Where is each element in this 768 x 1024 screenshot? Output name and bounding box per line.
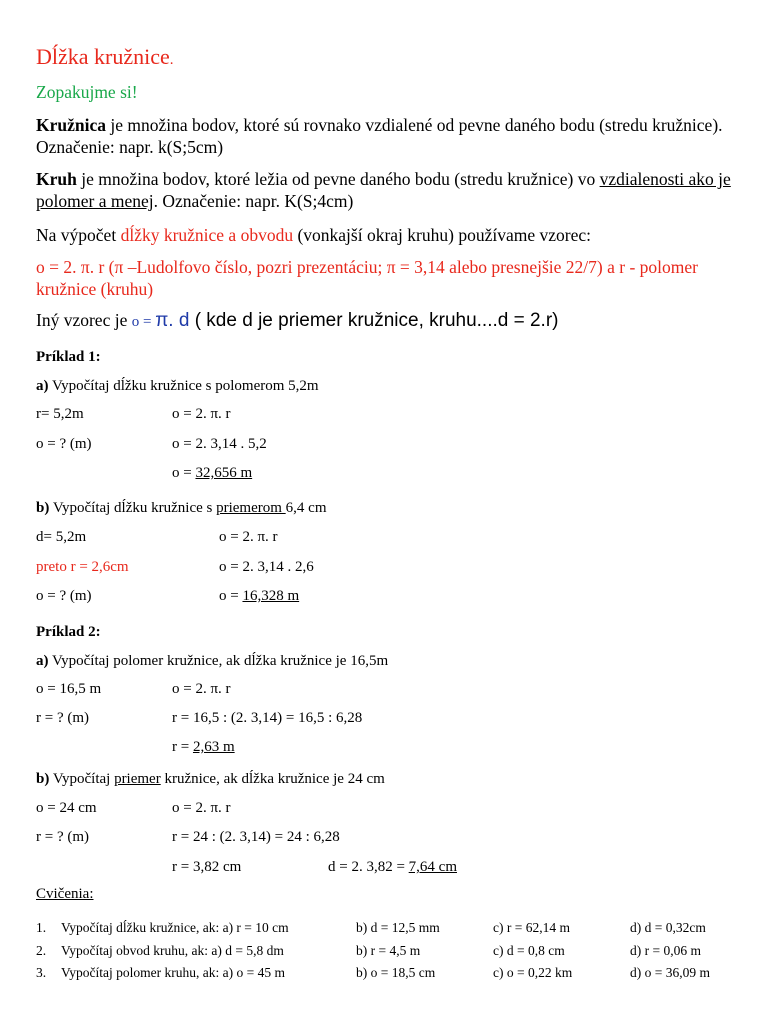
- example-1b-substitution: o = 2. 3,14 . 2,6: [219, 559, 314, 575]
- formula-intro: Na výpočet dĺžky kružnice a obvodu (vonkajší okraj kruhu) používame vzorec:: [36, 225, 591, 245]
- definition-kruznica: Kružnica je množina bodov, ktoré sú rovnako vzdialené od pevne daného bodu (stredu kružnice). Označenie: napr. k(S;5cm): [36, 115, 723, 157]
- exercises-heading: Cvičenia:: [36, 886, 94, 902]
- exercise-part-b: b) o = 18,5 cm: [356, 965, 436, 980]
- example-1a-unknown: o = ? (m): [36, 436, 92, 452]
- exercise-part-c: c) r = 62,14 m: [493, 920, 570, 935]
- exercise-row: [36, 920, 756, 940]
- exercise-task: Vypočítaj obvod kruhu, ak: a) d = 5,8 dm: [61, 943, 284, 958]
- example-2b-given-o: o = 24 cm: [36, 800, 97, 816]
- exercise-row: [36, 943, 756, 963]
- exercise-part-c: c) d = 0,8 cm: [493, 943, 565, 958]
- example-2a-unknown: r = ? (m): [36, 710, 90, 726]
- example-2-heading: Príklad 2:: [36, 624, 101, 640]
- formula-circumference: o = 2. π. r (π –Ludolfovo číslo, pozri prezentáciu; π = 3,14 alebo presnejšie 22/7) a r - polomer kružnice (kruhu): [36, 257, 698, 299]
- example-2a-calculation: r = 16,5 : (2. 3,14) = 16,5 : 6,28: [172, 710, 363, 726]
- example-1a-result: o = 32,656 m: [172, 465, 253, 481]
- subtitle: Zopakujme si!: [36, 82, 138, 102]
- example-2b-radius-result: r = 3,82 cm: [172, 859, 242, 875]
- exercise-part-d: d) o = 36,09 m: [630, 965, 710, 980]
- example-1b-given-d: d= 5,2m: [36, 529, 87, 545]
- example-2b-formula: o = 2. π. r: [172, 800, 231, 816]
- example-2b-calculation: r = 24 : (2. 3,14) = 24 : 6,28: [172, 829, 340, 845]
- exercise-part-d: d) d = 0,32cm: [630, 920, 706, 935]
- page-title: Dĺžka kružnice.: [36, 44, 174, 69]
- exercise-part-b: b) d = 12,5 mm: [356, 920, 440, 935]
- definition-kruh: Kruh je množina bodov, ktoré ležia od pevne daného bodu (stredu kružnice) vo vzdialenosti ako je polomer a menej. Označenie: napr. K(S;4cm): [36, 169, 731, 211]
- example-1-heading: Príklad 1:: [36, 349, 101, 365]
- example-2a-result: r = 2,63 m: [172, 739, 235, 755]
- example-1a-substitution: o = 2. 3,14 . 5,2: [172, 436, 267, 452]
- exercise-part-d: d) r = 0,06 m: [630, 943, 701, 958]
- example-1b-unknown: o = ? (m): [36, 588, 92, 604]
- example-2a-task: a) Vypočítaj polomer kružnice, ak dĺžka kružnice je 16,5m: [36, 653, 389, 669]
- exercise-number: 3.: [36, 965, 47, 980]
- exercise-number: 2.: [36, 943, 47, 958]
- example-1b-task: b) Vypočítaj dĺžku kružnice s priemerom 6,4 cm: [36, 500, 327, 516]
- example-2b-task: b) Vypočítaj priemer kružnice, ak dĺžka kružnice je 24 cm: [36, 771, 385, 787]
- exercise-row: [36, 965, 756, 985]
- example-1b-radius: preto r = 2,6cm: [36, 559, 129, 575]
- alternate-formula: Iný vzorec je o = π. d ( kde d je priemer kružnice, kruhu....d = 2.r): [36, 310, 559, 331]
- exercise-part-b: b) r = 4,5 m: [356, 943, 421, 958]
- example-2b-unknown: r = ? (m): [36, 829, 90, 845]
- example-1a-formula: o = 2. π. r: [172, 406, 231, 422]
- exercise-task: Vypočítaj polomer kruhu, ak: a) o = 45 m: [61, 965, 285, 980]
- example-1b-result: o = 16,328 m: [219, 588, 300, 604]
- example-1a-task: a) Vypočítaj dĺžku kružnice s polomerom 5,2m: [36, 378, 319, 394]
- exercise-part-c: c) o = 0,22 km: [493, 965, 573, 980]
- example-2a-formula: o = 2. π. r: [172, 681, 231, 697]
- exercise-task: Vypočítaj dĺžku kružnice, ak: a) r = 10 cm: [61, 920, 289, 935]
- example-2a-given-o: o = 16,5 m: [36, 681, 102, 697]
- example-2b-diameter-result: d = 2. 3,82 = 7,64 cm: [328, 859, 457, 875]
- example-1b-formula: o = 2. π. r: [219, 529, 278, 545]
- exercise-number: 1.: [36, 920, 47, 935]
- example-1a-given-r: r= 5,2m: [36, 406, 84, 422]
